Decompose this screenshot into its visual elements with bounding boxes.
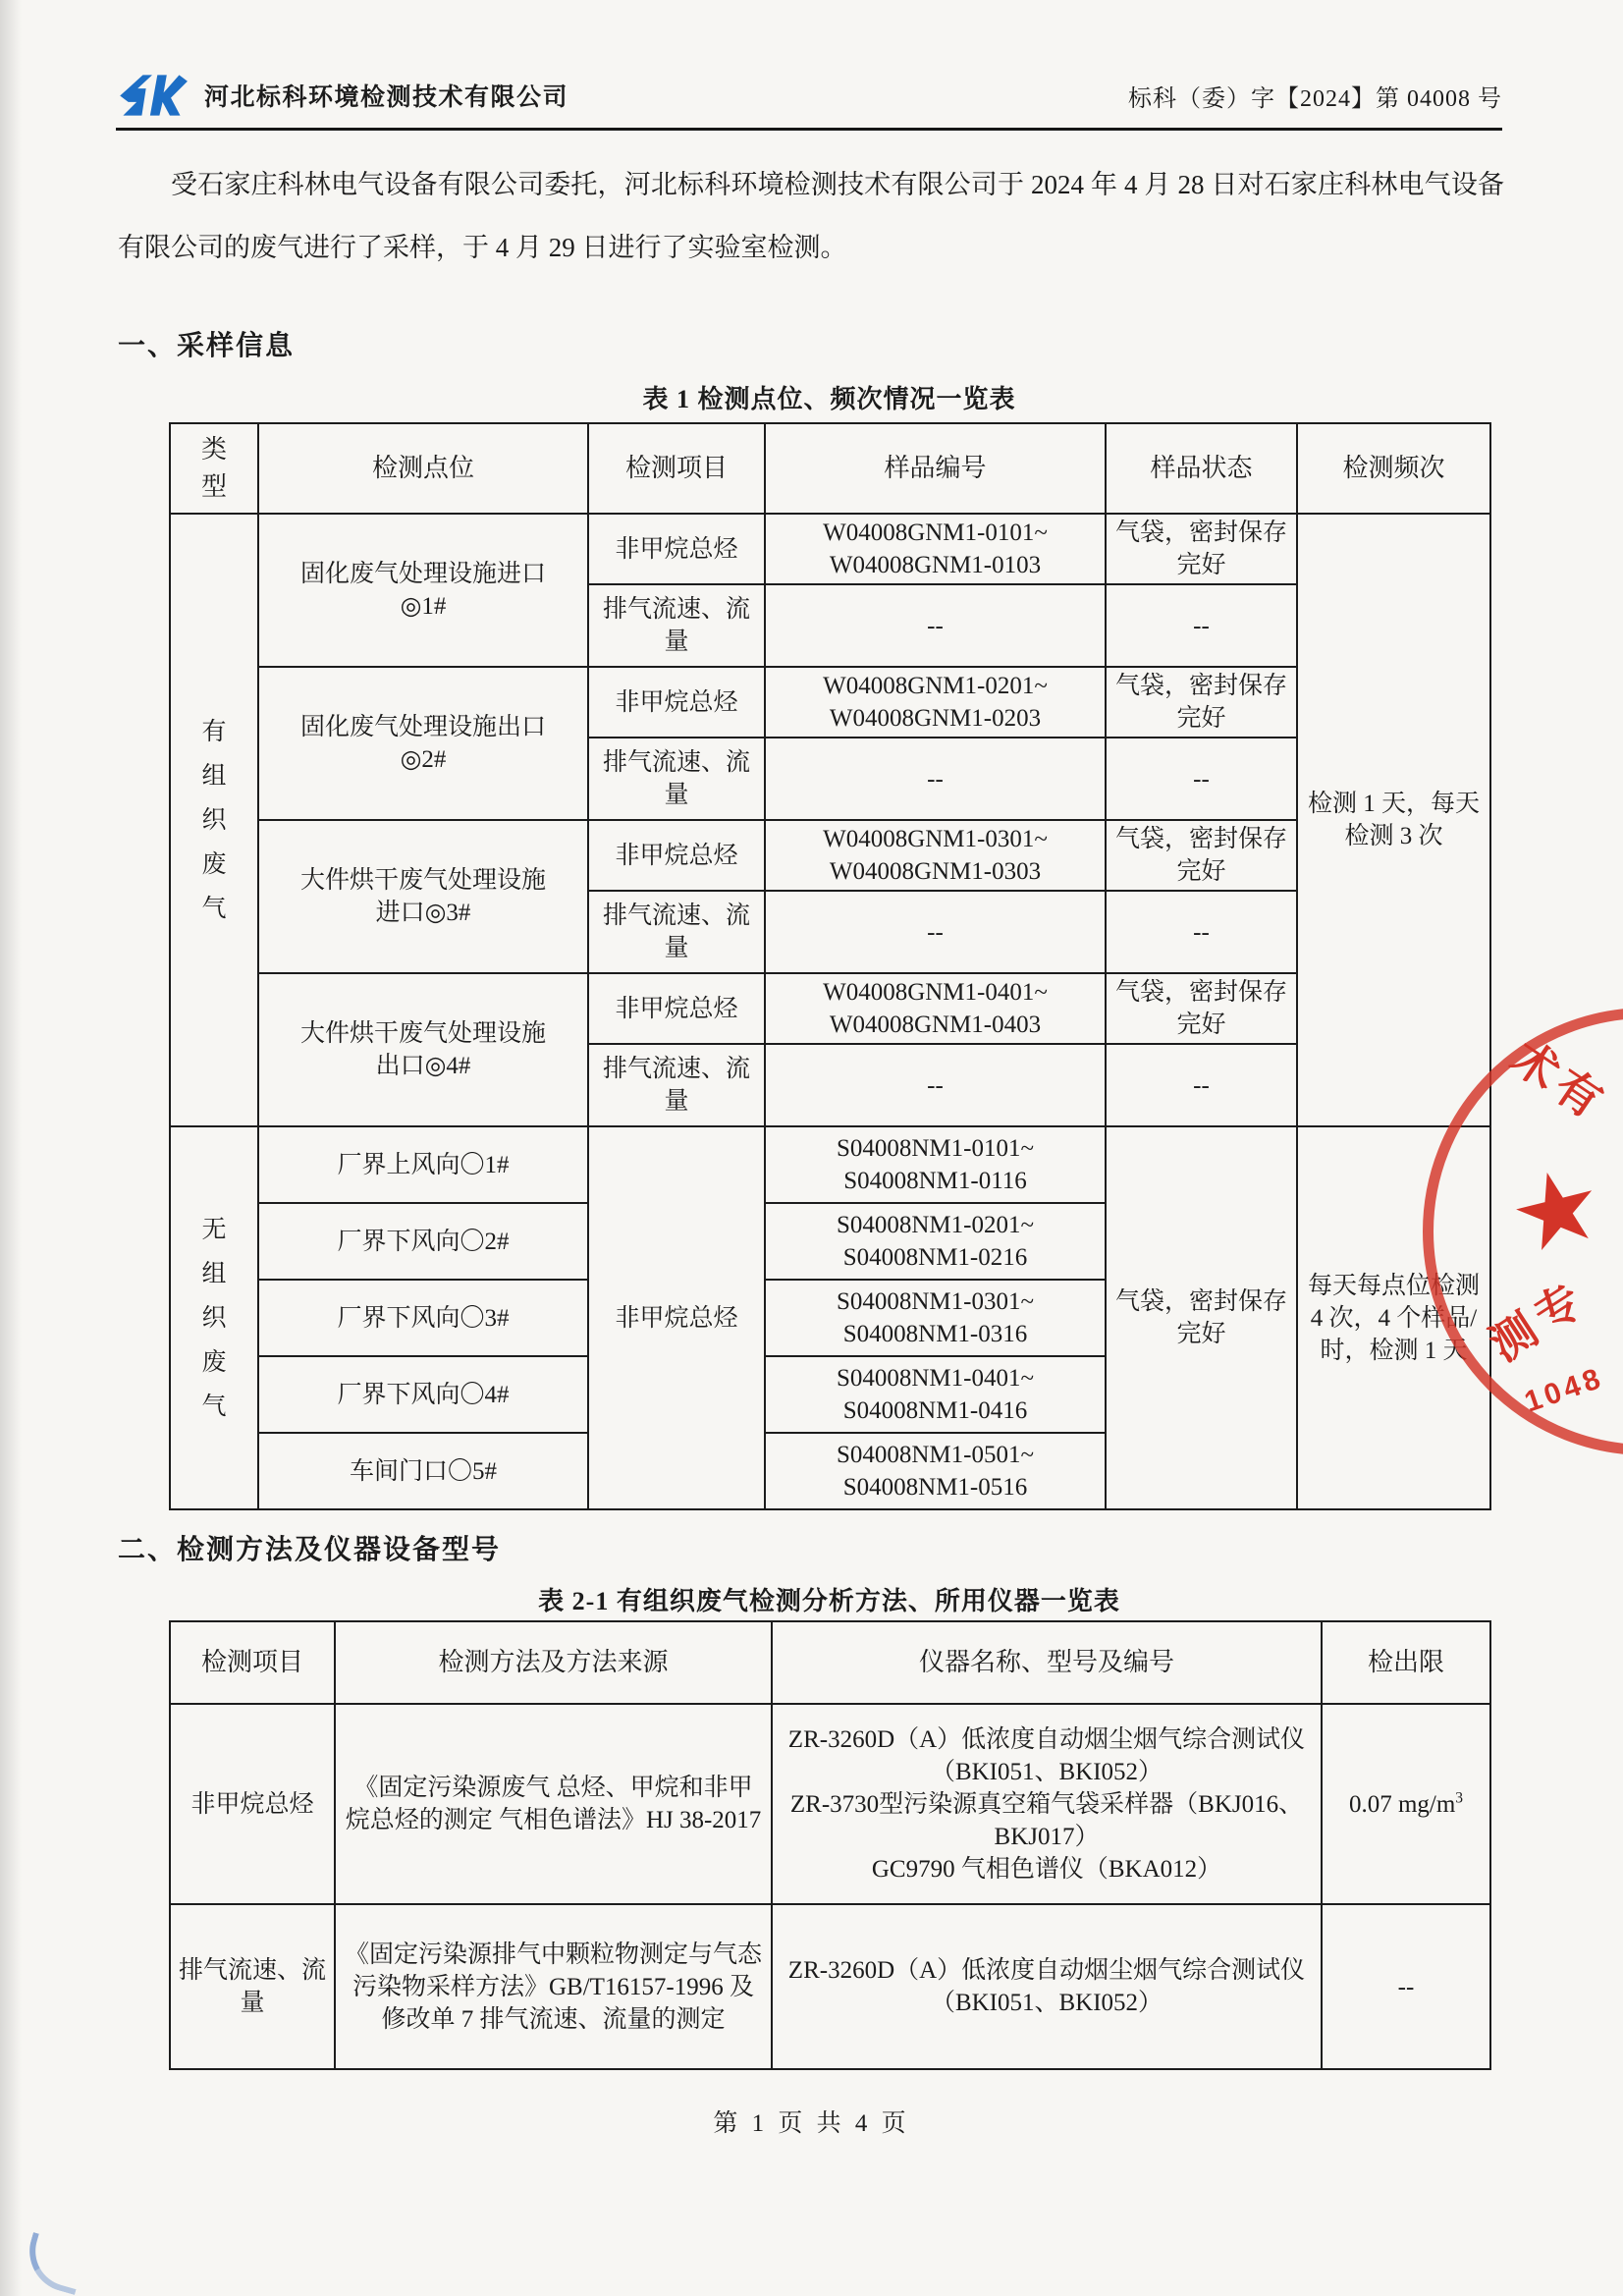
limit-superscript: 3 xyxy=(1455,1789,1464,1807)
company-name: 河北标科环境检测技术有限公司 xyxy=(204,84,569,111)
stamp-arc-text-top: 术有 xyxy=(1502,1031,1616,1131)
instrument-line: ZR-3730型污染源真空箱气袋采样器（BKJ016、BKJ017） xyxy=(789,1790,1304,1850)
table-row xyxy=(170,1704,1490,1904)
table1-sample-no-cell xyxy=(765,1203,1106,1280)
table1-sample-no-cell xyxy=(765,667,1106,738)
sample-no-line: W04008GNM1-0401~ xyxy=(823,979,1048,1006)
table2-instrument-cell xyxy=(772,1904,1322,2069)
table-row xyxy=(170,973,1490,1044)
table1-sample-no-cell: -- xyxy=(765,891,1106,973)
table1-sample-state-cell: 气袋，密封保存完好 xyxy=(1106,820,1297,891)
table2-instrument-cell xyxy=(772,1704,1322,1904)
intro-paragraph: 受石家庄科林电气设备有限公司委托，河北标科环境检测技术有限公司于 2024 年 4 月 28 日对石家庄科林电气设备有限公司的废气进行了采样，于 4 月 29 日进行了实验室检测。 xyxy=(118,170,1504,262)
scan-artifact-left-edge xyxy=(0,0,22,2296)
table1-sample-no-cell xyxy=(765,1126,1106,1203)
table1-point-cell xyxy=(258,973,588,1126)
point-line: 固化废气处理设施进口 xyxy=(299,561,546,587)
table1-header-sample-state: 样品状态 xyxy=(1106,423,1297,514)
stamp-number: 1048 xyxy=(1520,1361,1608,1419)
table-row xyxy=(170,667,1490,738)
table1-sample-state-cell: 气袋，密封保存完好 xyxy=(1106,973,1297,1044)
table2-methods-instruments xyxy=(169,1620,1491,2070)
table1-sample-state-unorganized: 气袋，密封保存完好 xyxy=(1106,1126,1297,1509)
table1-frequency-organized: 检测 1 天，每天检测 3 次 xyxy=(1297,514,1490,1126)
table1-item-unorganized: 非甲烷总烃 xyxy=(588,1126,765,1509)
instrument-line: GC9790 气相色谱仪（BKA012） xyxy=(871,1855,1222,1883)
table1-sample-no-cell xyxy=(765,1433,1106,1509)
table1-item-cell: 排气流速、流量 xyxy=(588,738,765,820)
table1-sample-no-cell: -- xyxy=(765,1044,1106,1126)
table-row xyxy=(170,820,1490,891)
instrument-line: ZR-3260D（A）低浓度自动烟尘烟气综合测试仪（BKI051、BKI052） xyxy=(787,1957,1306,2016)
table1-type-unorganized: 无组织废气 xyxy=(170,1126,258,1509)
sample-no-line: W04008GNM1-0203 xyxy=(829,705,1042,732)
table1-sample-state-cell: -- xyxy=(1106,1044,1297,1126)
table1-point-cell xyxy=(258,514,588,667)
table1-item-cell: 非甲烷总烃 xyxy=(588,514,765,584)
table1-item-cell: 非甲烷总烃 xyxy=(588,820,765,891)
point-line: 固化废气处理设施出口 xyxy=(299,714,546,740)
page-footer: 第 1 页 共 4 页 xyxy=(713,2110,910,2137)
table1-point-cell: 车间门口〇5# xyxy=(258,1433,588,1509)
table1-header-frequency: 检测频次 xyxy=(1297,423,1490,514)
table1-sample-state-cell: -- xyxy=(1106,891,1297,973)
table-row xyxy=(170,514,1490,584)
table1-point-cell: 厂界上风向〇1# xyxy=(258,1126,588,1203)
sample-no-line: W04008GNM1-0301~ xyxy=(823,826,1048,852)
table1-sample-no-cell xyxy=(765,1356,1106,1433)
sample-no-line: S04008NM1-0516 xyxy=(842,1474,1028,1501)
sample-no-line: W04008GNM1-0303 xyxy=(829,858,1042,885)
sample-no-line: W04008GNM1-0201~ xyxy=(823,673,1048,699)
sample-no-line: S04008NM1-0301~ xyxy=(836,1288,1035,1315)
sample-no-line: S04008NM1-0216 xyxy=(842,1244,1028,1271)
table1-item-cell: 非甲烷总烃 xyxy=(588,973,765,1044)
table1-sampling-points xyxy=(169,422,1491,1510)
table2-header-row xyxy=(170,1621,1490,1704)
table2-title: 表 2-1 有组织废气检测分析方法、所用仪器一览表 xyxy=(538,1587,1120,1615)
table2-method-cell: 《固定污染源废气 总烃、甲烷和非甲烷总烃的测定 气相色谱法》HJ 38-2017 xyxy=(335,1704,772,1904)
table1-sample-no-cell: -- xyxy=(765,584,1106,667)
sample-no-line: W04008GNM1-0101~ xyxy=(823,519,1048,546)
point-line: ◎2# xyxy=(400,746,447,773)
table1-sample-state-cell: 气袋，密封保存完好 xyxy=(1106,514,1297,584)
table1-sample-no-cell xyxy=(765,514,1106,584)
table1-frequency-unorganized: 每天每点位检测 4 次，4 个样品/时，检测 1 天 xyxy=(1297,1126,1490,1509)
sample-no-line: S04008NM1-0201~ xyxy=(836,1212,1035,1238)
table2-item-cell: 非甲烷总烃 xyxy=(170,1704,335,1904)
sample-no-line: S04008NM1-0316 xyxy=(842,1321,1028,1347)
table1-point-cell: 厂界下风向〇4# xyxy=(258,1356,588,1433)
table1-type-organized: 有组织废气 xyxy=(170,514,258,1126)
table2-header-instrument: 仪器名称、型号及编号 xyxy=(772,1621,1322,1704)
table-row xyxy=(170,1904,1490,2069)
table2-header-limit: 检出限 xyxy=(1322,1621,1490,1704)
limit-value: -- xyxy=(1397,1973,1415,2000)
table1-item-cell: 排气流速、流量 xyxy=(588,1044,765,1126)
table1-item-cell: 排气流速、流量 xyxy=(588,891,765,973)
table1-title: 表 1 检测点位、频次情况一览表 xyxy=(642,385,1016,413)
table1-point-cell xyxy=(258,667,588,820)
instrument-line: ZR-3260D（A）低浓度自动烟尘烟气综合测试仪（BKI051、BKI052） xyxy=(787,1725,1306,1785)
table1-sample-state-cell: 气袋，密封保存完好 xyxy=(1106,667,1297,738)
brand xyxy=(116,71,568,120)
limit-value: 0.07 mg/m xyxy=(1348,1790,1456,1818)
sample-no-line: S04008NM1-0501~ xyxy=(836,1442,1035,1468)
company-logo-icon xyxy=(116,71,189,120)
table1-sample-state-cell: -- xyxy=(1106,584,1297,667)
table1-item-cell: 非甲烷总烃 xyxy=(588,667,765,738)
table2-header-item: 检测项目 xyxy=(170,1621,335,1704)
table2-header-method: 检测方法及方法来源 xyxy=(335,1621,772,1704)
sample-no-line: S04008NM1-0416 xyxy=(842,1397,1028,1424)
table2-limit-cell xyxy=(1322,1904,1490,2069)
table1-sample-no-cell xyxy=(765,820,1106,891)
sample-no-line: S04008NM1-0116 xyxy=(843,1168,1027,1194)
doc-number: 标科（委）字【2024】第 04008 号 xyxy=(1128,85,1502,112)
table1-point-cell xyxy=(258,820,588,973)
table1-sample-no-cell xyxy=(765,1280,1106,1356)
point-line: 进口◎3# xyxy=(375,900,471,926)
header-divider xyxy=(116,128,1502,131)
sample-no-line: S04008NM1-0401~ xyxy=(836,1365,1035,1392)
table1-point-cell: 厂界下风向〇2# xyxy=(258,1203,588,1280)
table2-method-cell: 《固定污染源排气中颗粒物测定与气态污染物采样方法》GB/T16157-1996 及修改单 7 排气流速、流量的测定 xyxy=(335,1904,772,2069)
point-line: 大件烘干废气处理设施 xyxy=(299,867,546,894)
table1-sample-no-cell: -- xyxy=(765,738,1106,820)
stamp-text-middle: 测专 xyxy=(1481,1271,1598,1371)
table1-header-type: 类型 xyxy=(170,423,258,514)
stamp-star-icon: ★ xyxy=(1505,1152,1608,1270)
table1-header-point: 检测点位 xyxy=(258,423,588,514)
table2-item-cell: 排气流速、流量 xyxy=(170,1904,335,2069)
sample-no-line: W04008GNM1-0103 xyxy=(829,552,1042,578)
table2-limit-cell xyxy=(1322,1704,1490,1904)
section-heading-method: 二、检测方法及仪器设备型号 xyxy=(118,1535,502,1565)
table1-point-cell: 厂界下风向〇3# xyxy=(258,1280,588,1356)
table1-header-sample-no: 样品编号 xyxy=(765,423,1106,514)
point-line: ◎1# xyxy=(400,593,447,620)
sample-no-line: S04008NM1-0101~ xyxy=(836,1135,1035,1162)
table1-header-item: 检测项目 xyxy=(588,423,765,514)
point-line: 出口◎4# xyxy=(375,1053,471,1079)
table1-item-cell: 排气流速、流量 xyxy=(588,584,765,667)
scan-artifact-bottom-left xyxy=(20,2232,88,2295)
document-header xyxy=(116,71,1502,120)
point-line: 大件烘干废气处理设施 xyxy=(299,1020,546,1047)
table-row xyxy=(170,1126,1490,1203)
section-heading-sampling: 一、采样信息 xyxy=(118,331,296,361)
table1-sample-no-cell xyxy=(765,973,1106,1044)
sample-no-line: W04008GNM1-0403 xyxy=(829,1011,1042,1038)
table1-header-row xyxy=(170,423,1490,514)
table1-sample-state-cell: -- xyxy=(1106,738,1297,820)
